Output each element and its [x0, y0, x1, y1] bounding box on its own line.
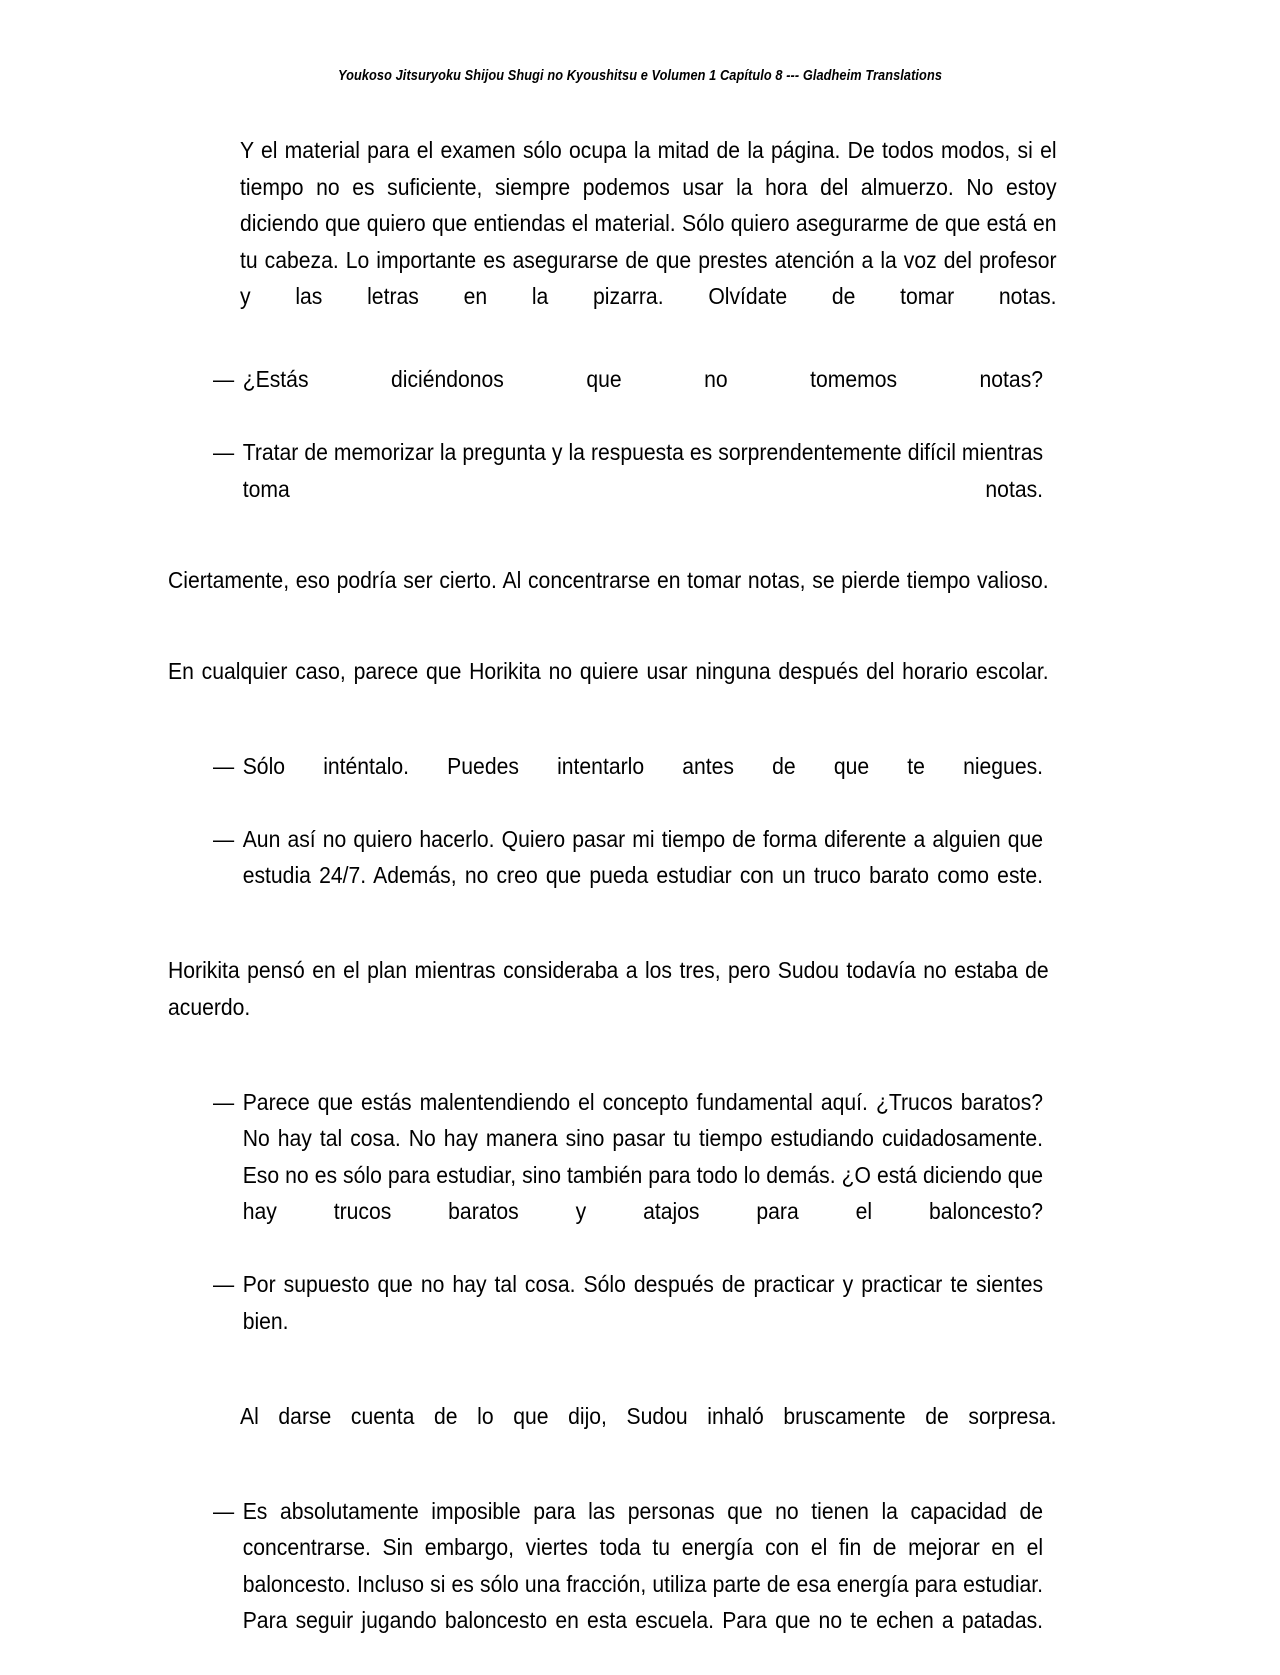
- dialogue-text: Por supuesto que no hay tal cosa. Sólo después de practicar y practicar te sientes bien.: [243, 1266, 1043, 1376]
- dialogue-text: Parece que estás malentendiendo el concepto fundamental aquí. ¿Trucos baratos? No hay tal cosa. No hay manera sino pasar tu tiempo estudiando cuidadosamente. Eso no es sólo para estudiar, sino también para todo lo demás. ¿O está diciendo que hay trucos baratos y atajos para el baloncesto?: [243, 1084, 1043, 1267]
- dialogue-line: [213, 1266, 1043, 1376]
- dialogue-group-2: [213, 748, 1048, 931]
- dialogue-group-1: [213, 361, 1048, 544]
- body-text-column: [168, 132, 1048, 1675]
- running-header: Youkoso Jitsuryoku Shijou Shugi no Kyoushitsu e Volumen 1 Capítulo 8 --- Gladheim Translations: [77, 68, 1203, 84]
- em-dash-icon: —: [213, 434, 234, 471]
- em-dash-icon: —: [213, 821, 234, 858]
- paragraph-narrative: Ciertamente, eso podría ser cierto. Al concentrarse en tomar notas, se pierde tiempo valioso.: [168, 562, 1049, 635]
- em-dash-icon: —: [213, 1266, 234, 1303]
- dialogue-line: [213, 748, 1043, 821]
- dialogue-line: [213, 434, 1043, 544]
- dialogue-line: [213, 1493, 1043, 1675]
- dialogue-line: [213, 821, 1043, 931]
- em-dash-icon: —: [213, 1084, 234, 1121]
- paragraph-narrative: En cualquier caso, parece que Horikita no quiere usar ninguna después del horario escolar.: [168, 653, 1049, 726]
- paragraph-narrative: Horikita pensó en el plan mientras consideraba a los tres, pero Sudou todavía no estaba de acuerdo.: [168, 952, 1049, 1062]
- dialogue-line: [213, 361, 1043, 434]
- paragraph-narrative: Al darse cuenta de lo que dijo, Sudou inhaló bruscamente de sorpresa.: [240, 1398, 1057, 1471]
- em-dash-icon: —: [213, 361, 234, 398]
- dialogue-text: ¿Estás diciéndonos que no tomemos notas?: [243, 361, 1043, 434]
- dialogue-text: Es absolutamente imposible para las personas que no tienen la capacidad de concentrarse. Sin embargo, viertes toda tu energía con el fin de mejorar en el baloncesto. Incluso si es sólo una fracción, utiliza parte de esa energía para estudiar. Para seguir jugando baloncesto en esta escuela. Para que no te echen a patadas.: [243, 1493, 1043, 1675]
- dialogue-text: Sólo inténtalo. Puedes intentarlo antes de que te niegues.: [243, 748, 1043, 821]
- dialogue-group-4: [213, 1493, 1048, 1675]
- dialogue-text: Aun así no quiero hacerlo. Quiero pasar mi tiempo de forma diferente a alguien que estudia 24/7. Además, no creo que pueda estudiar con un truco barato como este.: [243, 821, 1043, 931]
- em-dash-icon: —: [213, 748, 234, 785]
- dialogue-line: [213, 1084, 1043, 1267]
- dialogue-text: Tratar de memorizar la pregunta y la respuesta es sorprendentemente difícil mientras toma notas.: [243, 434, 1043, 544]
- em-dash-icon: —: [213, 1493, 234, 1530]
- paragraph-opening-quote: Y el material para el examen sólo ocupa la mitad de la página. De todos modos, si el tiempo no es suficiente, siempre podemos usar la hora del almuerzo. No estoy diciendo que quiero que entiendas el material. Sólo quiero asegurarme de que está en tu cabeza. Lo importante es asegurarse de que prestes atención a la voz del profesor y las letras en la pizarra. Olvídate de tomar notas.: [240, 132, 1057, 351]
- dialogue-group-3: [213, 1084, 1048, 1376]
